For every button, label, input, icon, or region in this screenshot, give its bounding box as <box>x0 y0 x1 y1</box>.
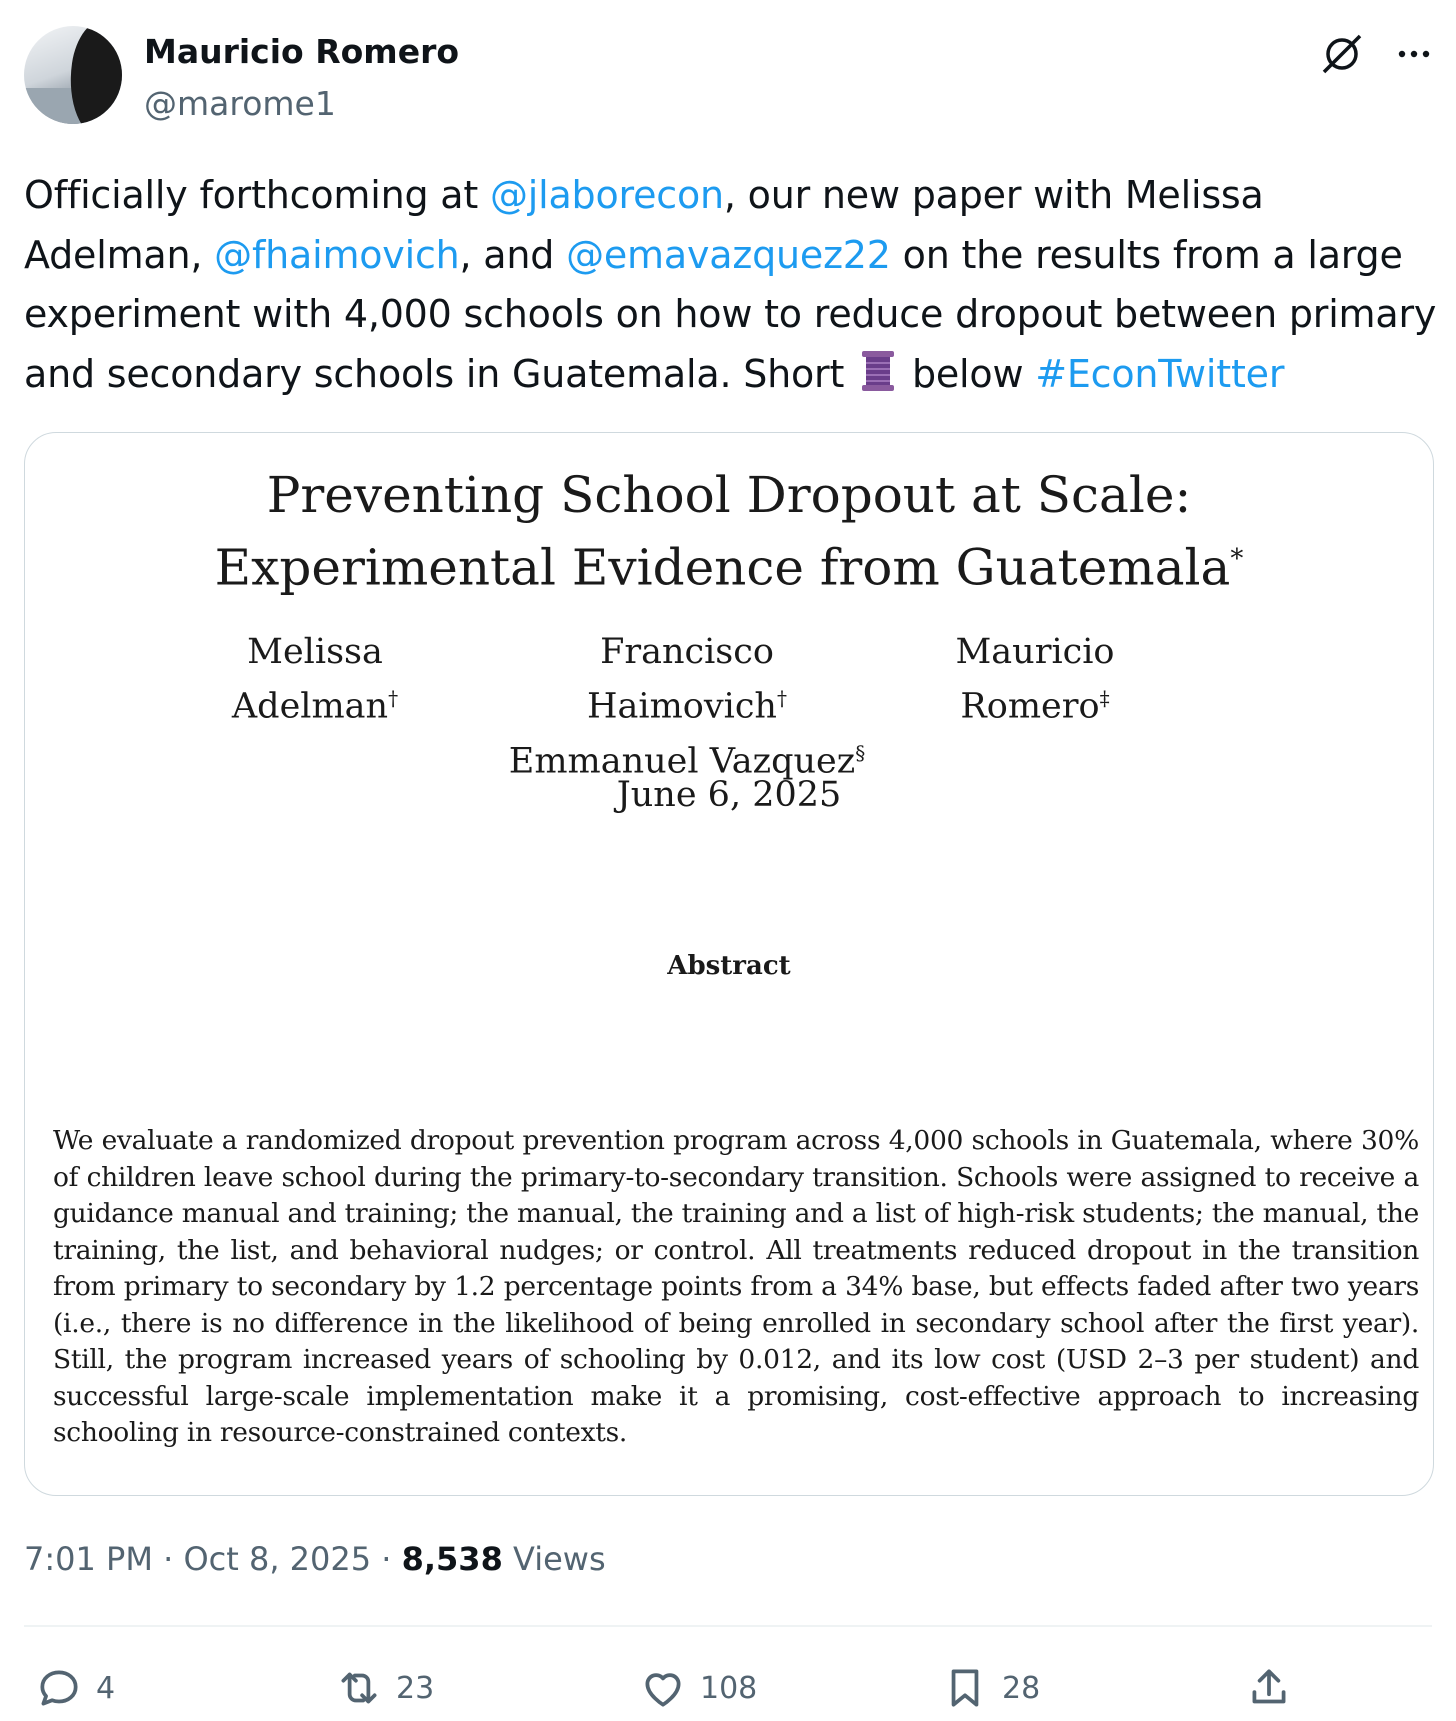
more-icon[interactable] <box>1390 30 1438 78</box>
paper-image-card[interactable] <box>24 432 1434 1496</box>
like-icon <box>638 1663 688 1713</box>
divider <box>24 1625 1432 1627</box>
grok-icon[interactable] <box>1318 30 1366 78</box>
author-handle[interactable]: @marome1 <box>144 84 336 123</box>
author-name[interactable]: Mauricio Romero <box>144 32 460 71</box>
thread-spool-icon <box>858 349 898 393</box>
reply-icon <box>34 1663 84 1713</box>
share-button[interactable] <box>1244 1660 1306 1716</box>
like-count: 108 <box>700 1670 758 1706</box>
tweet-text: Officially forthcoming at @jlaborecon, our new paper with Melissa Adelman, @fhaimovich, and @emavazquez22 on the results from a large experiment with 4,000 schools on how to reduce dropout between primary and secondary schools in Guatemala. Short below #EconTwitter <box>24 173 1437 396</box>
repost-count: 23 <box>396 1670 435 1706</box>
reply-button[interactable] <box>34 1660 115 1716</box>
paper-title: Preventing School Dropout at Scale: Experimental Evidence from Guatemala* <box>214 466 1244 597</box>
repost-button[interactable] <box>334 1660 434 1716</box>
repost-icon <box>334 1663 384 1713</box>
post-time[interactable]: 7:01 PM <box>24 1540 153 1578</box>
tweet-meta: 7:01 PM · Oct 8, 2025 · 8,538 Views <box>24 1540 606 1578</box>
share-icon <box>1244 1663 1294 1713</box>
hashtag-econtwitter[interactable]: #EconTwitter <box>1035 351 1285 396</box>
reply-count: 4 <box>96 1670 116 1706</box>
post-date[interactable]: Oct 8, 2025 <box>183 1540 372 1578</box>
paper-author: Mauricio Romero‡ <box>955 632 1115 727</box>
abstract-text: We evaluate a randomized dropout prevention program across 4,000 schools in Guatemala, where 30% of children leave school during the primary-to-secondary transition. Schools were assigned to receive a guidance manual and training; the manual, the training and a list of high-risk students; the manual, the training, the list, and behavioral nudges; or control. All treatments reduced dropout in the transition from primary to secondary by 1.2 percentage points from a 34% base, but effects faded after two years (i.e., there is no difference in the likelihood of being enrolled in secondary school after the first year). Still, the program increased years of schooling by 0.012, and its low cost (USD 2–3 per student) and successful large-scale implementation make it a promising, cost-effective approach to increasing schooling in resource-constrained contexts. <box>53 1125 1419 1448</box>
like-button[interactable] <box>638 1660 757 1716</box>
mention-fhaimovich[interactable]: @fhaimovich <box>214 232 460 277</box>
bookmark-button[interactable] <box>940 1660 1040 1716</box>
paper-author: Francisco Haimovich† Emmanuel Vazquez§ <box>508 632 866 782</box>
paper-author: Melissa Adelman† <box>231 632 399 727</box>
avatar[interactable] <box>24 26 122 124</box>
bookmark-count: 28 <box>1002 1670 1041 1706</box>
abstract-heading: Abstract <box>667 951 791 981</box>
mention-emavazquez22[interactable]: @emavazquez22 <box>566 232 891 277</box>
views-count: 8,538 <box>401 1540 503 1578</box>
paper-date: June 6, 2025 <box>616 775 842 815</box>
action-bar <box>0 1660 1456 1720</box>
mention-jlaborecon[interactable]: @jlaborecon <box>489 173 724 217</box>
bookmark-icon <box>940 1663 990 1713</box>
